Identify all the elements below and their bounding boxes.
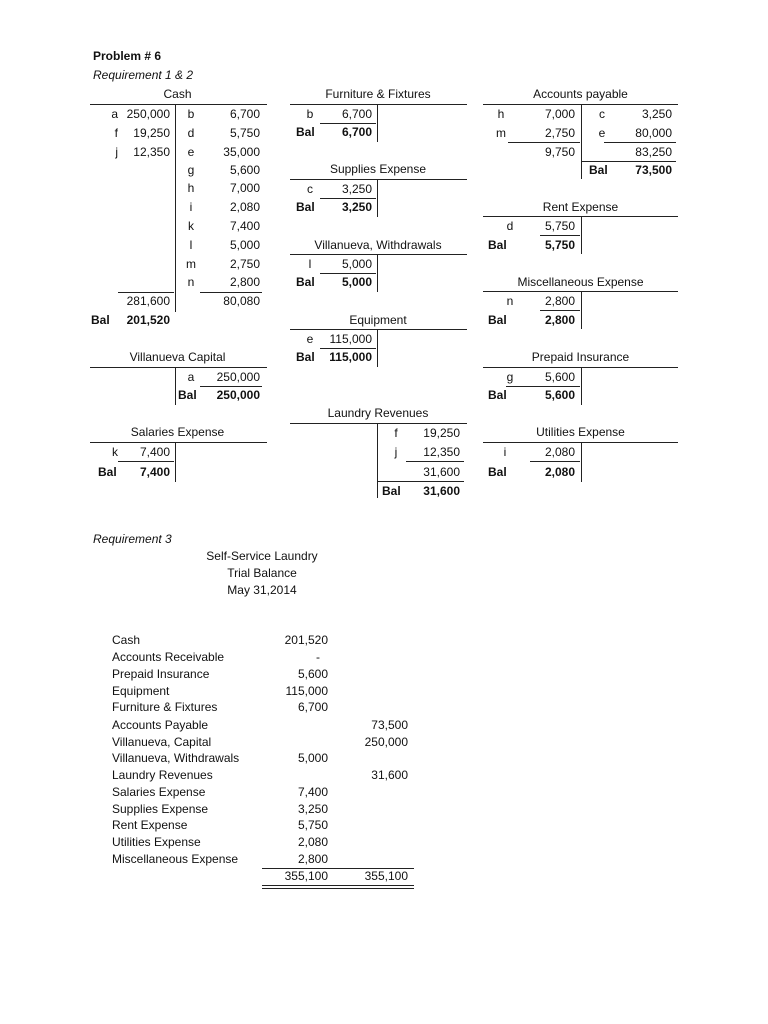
entry-amount: 2,750 [229, 257, 260, 271]
report-date: May 31,2014 [227, 583, 297, 597]
entry-amount: 35,000 [223, 145, 260, 159]
company-name: Self-Service Laundry [206, 549, 318, 563]
credit-total: 31,600 [423, 465, 460, 479]
account-title: Prepaid Insurance [531, 350, 630, 364]
bal-label: Bal [296, 200, 315, 214]
account-title: Accounts payable [533, 87, 628, 101]
entry-ref: g [187, 163, 195, 177]
entry-ref: a [187, 370, 195, 384]
bal-label: Bal [296, 350, 315, 364]
account-name: Prepaid Insurance [112, 667, 210, 681]
account-title: Equipment [349, 313, 407, 327]
entry-ref: b [306, 107, 314, 121]
entry-ref: n [506, 294, 514, 308]
account-title: Laundry Revenues [327, 406, 429, 420]
balance: 31,600 [423, 484, 460, 498]
credit-amount: 73,500 [371, 718, 408, 732]
requirement-3-label: Requirement 3 [93, 532, 172, 546]
bal-label: Bal [589, 163, 608, 177]
debit-amount: 2,800 [297, 852, 328, 866]
entry-amount: 7,000 [229, 181, 260, 195]
account-name: Accounts Payable [112, 718, 209, 732]
entry-amount: 2,800 [229, 275, 260, 289]
balance: 5,600 [544, 388, 575, 402]
entry-ref: a [111, 107, 118, 121]
bal-label: Bal [98, 465, 117, 479]
debit-amount: 115,000 [285, 684, 328, 698]
account-name: Miscellaneous Expense [112, 852, 239, 866]
entry-amount: 80,000 [635, 126, 672, 140]
balance: 2,800 [544, 313, 575, 327]
report-title: Trial Balance [227, 566, 297, 580]
entry-ref: j [115, 145, 118, 159]
entry-amount: 19,250 [423, 426, 460, 440]
total-debit: 355,100 [284, 869, 328, 883]
entry-amount: 5,750 [544, 219, 575, 233]
entry-amount: 6,700 [229, 107, 260, 121]
account-name: Accounts Receivable [112, 650, 225, 664]
account-title: Rent Expense [542, 200, 619, 214]
entry-ref: c [307, 182, 313, 196]
bal-label: Bal [382, 484, 401, 498]
entry-amount: 7,400 [229, 219, 260, 233]
balance: 250,000 [216, 388, 260, 402]
entry-ref: j [394, 445, 398, 459]
entry-ref: m [186, 257, 196, 271]
entry-amount: 2,080 [544, 445, 575, 459]
entry-ref: d [506, 219, 514, 233]
entry-ref: i [503, 445, 507, 459]
entry-ref: l [308, 257, 312, 271]
entry-amount: 5,600 [544, 370, 575, 384]
entry-amount: 3,250 [641, 107, 672, 121]
balance: 7,400 [139, 465, 170, 479]
account-title: Utilities Expense [536, 425, 625, 439]
entry-ref: e [187, 145, 195, 159]
balance: 5,750 [544, 238, 575, 252]
bal-label: Bal [178, 388, 197, 402]
balance: 201,520 [126, 313, 170, 327]
entry-ref: h [497, 107, 505, 121]
problem-title: Problem # 6 [93, 49, 162, 63]
account-name: Salaries Expense [112, 785, 206, 799]
bal-label: Bal [488, 238, 507, 252]
account-name: Utilities Expense [112, 835, 201, 849]
debit-amount: 6,700 [297, 700, 328, 714]
account-name: Supplies Expense [112, 802, 209, 816]
account-name: Villanueva, Capital [112, 735, 212, 749]
entry-amount: 250,000 [216, 370, 260, 384]
account-title: Supplies Expense [329, 162, 427, 176]
entry-ref: m [496, 126, 506, 140]
entry-amount: 5,600 [229, 163, 260, 177]
balance: 115,000 [329, 350, 372, 364]
account-title: Cash [163, 87, 192, 101]
account-name: Laundry Revenues [112, 768, 213, 782]
entry-ref: l [189, 238, 193, 252]
bal-label: Bal [296, 275, 315, 289]
account-title: Furniture & Fixtures [325, 87, 431, 101]
requirement-1-2-label: Requirement 1 & 2 [93, 68, 194, 82]
entry-ref: e [598, 126, 606, 140]
debit-amount: 2,080 [297, 835, 328, 849]
bal-label: Bal [91, 313, 110, 327]
entry-ref: k [112, 445, 118, 459]
entry-ref: e [306, 332, 314, 346]
debit-amount: 201,520 [284, 633, 328, 647]
entry-ref: f [394, 426, 398, 440]
account-title: Villanueva, Withdrawals [314, 238, 442, 252]
balance: 2,080 [544, 465, 575, 479]
account-name: Villanueva, Withdrawals [112, 751, 240, 765]
entry-amount: 12,350 [133, 145, 170, 159]
entry-ref: c [599, 107, 605, 121]
entry-ref: k [188, 219, 194, 233]
entry-amount: 7,000 [544, 107, 575, 121]
debit-amount: 5,750 [297, 818, 328, 832]
credit-total: 80,080 [223, 294, 260, 308]
balance: 73,500 [635, 163, 672, 177]
total-credit: 355,100 [364, 869, 408, 883]
credit-amount: 250,000 [364, 735, 408, 749]
entry-amount: 250,000 [126, 107, 170, 121]
debit-amount: 5,600 [297, 667, 328, 681]
debit-amount: 7,400 [297, 785, 328, 799]
debit-amount: 5,000 [297, 751, 328, 765]
balance: 3,250 [341, 200, 372, 214]
debit-amount: 3,250 [297, 802, 328, 816]
account-name: Rent Expense [112, 818, 188, 832]
entry-amount: 5,000 [341, 257, 372, 271]
entry-ref: f [114, 126, 118, 140]
bal-label: Bal [488, 313, 507, 327]
account-name: Cash [112, 633, 141, 647]
entry-ref: n [187, 275, 195, 289]
entry-amount: 2,080 [229, 200, 260, 214]
bal-label: Bal [488, 388, 507, 402]
entry-ref: d [187, 126, 195, 140]
entry-amount: 12,350 [423, 445, 460, 459]
entry-amount: 2,800 [544, 294, 575, 308]
entry-amount: 19,250 [133, 126, 170, 140]
balance: 5,000 [341, 275, 372, 289]
entry-amount: 5,000 [229, 238, 260, 252]
balance: 6,700 [341, 125, 372, 139]
credit-amount: 31,600 [371, 768, 408, 782]
entry-amount: 5,750 [229, 126, 260, 140]
account-name: Equipment [112, 684, 170, 698]
account-title: Salaries Expense [130, 425, 225, 439]
entry-amount: 3,250 [341, 182, 372, 196]
entry-ref: i [189, 200, 193, 214]
account-title: Miscellaneous Expense [517, 275, 644, 289]
credit-total: 83,250 [635, 145, 672, 159]
entry-amount: 115,000 [329, 332, 372, 346]
debit-total: 9,750 [544, 145, 575, 159]
entry-ref: b [187, 107, 195, 121]
bal-label: Bal [488, 465, 507, 479]
debit-total: 281,600 [126, 294, 170, 308]
debit-amount: - [316, 650, 320, 664]
entry-ref: h [187, 181, 195, 195]
entry-amount: 2,750 [544, 126, 575, 140]
entry-amount: 7,400 [139, 445, 170, 459]
bal-label: Bal [296, 125, 315, 139]
account-title: Villanueva Capital [129, 350, 226, 364]
account-name: Furniture & Fixtures [112, 700, 218, 714]
entry-ref: g [506, 370, 514, 384]
entry-amount: 6,700 [341, 107, 372, 121]
